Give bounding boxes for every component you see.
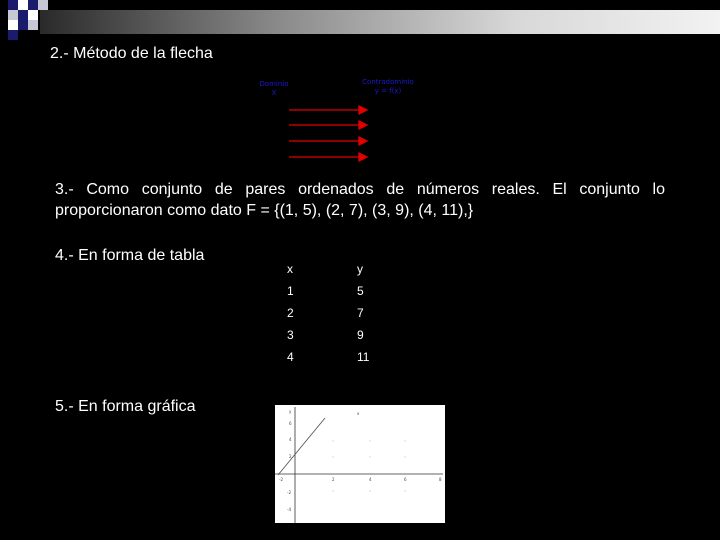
arrows-svg: [285, 100, 375, 170]
y-tick-label: 6: [289, 421, 292, 426]
arrow-head: [359, 153, 367, 161]
table-cell: 5: [357, 284, 364, 298]
x-tick-label: 2: [332, 477, 335, 482]
decor-square: [18, 20, 28, 30]
x-axis-letter: x: [357, 411, 360, 416]
domain-label: [252, 80, 296, 98]
codomain-label: [346, 78, 430, 96]
section-5-heading: 5.- En forma gráfica: [55, 398, 196, 415]
table-row: [287, 346, 397, 368]
x-tick-label: -2: [279, 477, 283, 482]
gradient-bar: [40, 10, 720, 34]
section-3-paragraph: 3.- Como conjunto de pares ordenados de números reales. El conjunto lo proporcionaron como dato F = {(1, 5), (2, 7), (3, 9), (4, 11),}: [55, 181, 665, 219]
codomain-label-line1: Contradominio: [362, 78, 414, 86]
decor-square: [28, 0, 38, 10]
decor-square: [8, 20, 18, 30]
table-row: [287, 302, 397, 324]
decor-square: [8, 10, 18, 20]
table-cell: 9: [357, 328, 364, 342]
table-cell: 3: [287, 328, 294, 342]
y-axis-letter: y: [289, 409, 292, 414]
domain-label-line1: Dominio: [259, 80, 289, 88]
section-4-heading: 4.- En forma de tabla: [55, 247, 205, 264]
x-tick-label: 4: [369, 477, 372, 482]
arrow-head: [359, 121, 367, 129]
graph-svg: [275, 405, 445, 523]
decor-square: [8, 0, 18, 10]
section-2-heading: 2.- Método de la flecha: [50, 45, 213, 62]
values-table: [287, 258, 397, 368]
title-bar-decoration: [0, 0, 720, 48]
table-cell: 1: [287, 284, 294, 298]
decor-square: [18, 10, 28, 20]
x-tick-label: 6: [404, 477, 407, 482]
y-tick-label: -4: [287, 507, 291, 512]
table-cell: 4: [287, 350, 294, 364]
table-cell: 7: [357, 306, 364, 320]
y-tick-label: -2: [287, 490, 291, 495]
x-tick-label: 8: [439, 477, 442, 482]
table-row: [287, 280, 397, 302]
decor-square: [28, 10, 38, 20]
decor-square: [8, 30, 18, 40]
y-tick-label: 4: [289, 437, 292, 442]
decor-square: [18, 0, 28, 10]
decor-square: [28, 20, 38, 30]
function-line: [278, 418, 325, 475]
function-graph: [275, 405, 445, 523]
arrow-head: [359, 106, 367, 114]
table-row: [287, 324, 397, 346]
arrow-head: [359, 137, 367, 145]
table-header-y: y: [357, 262, 363, 276]
domain-label-line2: X: [271, 89, 277, 97]
decor-square: [38, 0, 48, 10]
table-cell: 11: [357, 350, 370, 364]
y-tick-label: 2: [289, 454, 292, 459]
table-header-row: [287, 258, 397, 280]
codomain-label-line2: y = f(x): [374, 87, 402, 95]
table-header-x: x: [287, 262, 293, 276]
table-cell: 2: [287, 306, 294, 320]
